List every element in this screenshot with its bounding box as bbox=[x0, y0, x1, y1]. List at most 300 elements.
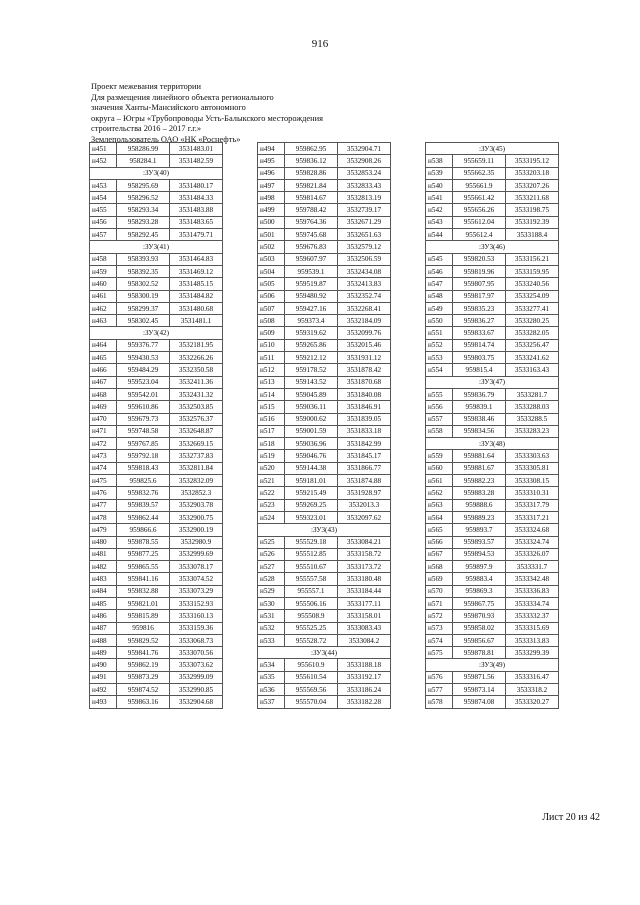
coord-y: 3531866.77 bbox=[338, 462, 391, 474]
point-id: н470 bbox=[90, 413, 117, 425]
coord-x: 955612.04 bbox=[453, 216, 506, 228]
table-row bbox=[258, 425, 391, 437]
point-id: н536 bbox=[258, 684, 285, 696]
coord-y: 3533281.7 bbox=[506, 388, 559, 400]
coord-y: 3532811.84 bbox=[170, 462, 223, 474]
point-id: н566 bbox=[426, 536, 453, 548]
point-id: н560 bbox=[426, 462, 453, 474]
coord-x: 959825.6 bbox=[117, 475, 170, 487]
point-id: н549 bbox=[426, 302, 453, 314]
coord-y: 3533342.48 bbox=[506, 573, 559, 585]
coord-y: 3533152.93 bbox=[170, 597, 223, 609]
coord-y: 3531469.12 bbox=[170, 265, 223, 277]
point-id: н534 bbox=[258, 659, 285, 671]
table-row bbox=[426, 401, 559, 413]
point-id: н466 bbox=[90, 364, 117, 376]
coord-x: 959484.29 bbox=[117, 364, 170, 376]
coord-x: 959542.01 bbox=[117, 388, 170, 400]
coord-x: 959888.6 bbox=[453, 499, 506, 511]
coord-y: 3533277.41 bbox=[506, 302, 559, 314]
point-id: н573 bbox=[426, 622, 453, 634]
coord-y: 3533173.72 bbox=[338, 561, 391, 573]
table-row bbox=[426, 265, 559, 277]
coord-y: 3532669.15 bbox=[170, 438, 223, 450]
coord-y: 3532181.95 bbox=[170, 339, 223, 351]
point-id: н529 bbox=[258, 585, 285, 597]
point-id: н506 bbox=[258, 290, 285, 302]
coord-x: 955506.16 bbox=[285, 597, 338, 609]
zone-label: :ЗУ3(42) bbox=[90, 327, 223, 339]
coord-x: 959881.64 bbox=[453, 450, 506, 462]
table-row bbox=[90, 315, 223, 327]
coord-y: 3533192.39 bbox=[506, 216, 559, 228]
coord-y: 3533288.03 bbox=[506, 401, 559, 413]
coord-x: 959319.62 bbox=[285, 327, 338, 339]
table-row bbox=[90, 684, 223, 696]
table-row bbox=[426, 290, 559, 302]
coord-y: 3531484.33 bbox=[170, 192, 223, 204]
coord-y: 3533324.68 bbox=[506, 524, 559, 536]
coord-x: 958296.52 bbox=[117, 192, 170, 204]
point-id: н525 bbox=[258, 536, 285, 548]
coord-x: 955661.42 bbox=[453, 192, 506, 204]
coord-y: 3533158.01 bbox=[338, 610, 391, 622]
table-row bbox=[90, 388, 223, 400]
coord-y: 3532579.12 bbox=[338, 241, 391, 253]
table-row bbox=[258, 339, 391, 351]
point-id: н471 bbox=[90, 425, 117, 437]
coord-x: 955557.1 bbox=[285, 585, 338, 597]
table-row bbox=[426, 352, 559, 364]
point-id: н535 bbox=[258, 671, 285, 683]
coord-x: 959878.55 bbox=[117, 536, 170, 548]
point-id: н500 bbox=[258, 216, 285, 228]
coord-x: 959894.53 bbox=[453, 548, 506, 560]
table-row bbox=[90, 573, 223, 585]
point-id: н527 bbox=[258, 561, 285, 573]
coord-y: 3533192.17 bbox=[338, 671, 391, 683]
table-row bbox=[426, 610, 559, 622]
coord-x: 955512.85 bbox=[285, 548, 338, 560]
point-id: н498 bbox=[258, 192, 285, 204]
coord-x: 958295.69 bbox=[117, 179, 170, 191]
table-row bbox=[90, 425, 223, 437]
table-row bbox=[258, 155, 391, 167]
coord-y: 3533070.56 bbox=[170, 647, 223, 659]
coord-y: 3533159.36 bbox=[170, 622, 223, 634]
coord-x: 959867.75 bbox=[453, 597, 506, 609]
point-id: н485 bbox=[90, 597, 117, 609]
table-row bbox=[258, 573, 391, 585]
table-row bbox=[258, 548, 391, 560]
coord-x: 959865.55 bbox=[117, 561, 170, 573]
coord-y: 3532576.37 bbox=[170, 413, 223, 425]
table-row bbox=[90, 671, 223, 683]
coord-x: 959539.1 bbox=[285, 265, 338, 277]
table-row bbox=[258, 684, 391, 696]
coord-y: 3531874.88 bbox=[338, 475, 391, 487]
coord-y: 3533308.15 bbox=[506, 475, 559, 487]
table-row bbox=[258, 413, 391, 425]
document-header bbox=[91, 82, 421, 146]
table-row bbox=[426, 487, 559, 499]
coord-y: 3533182.28 bbox=[338, 696, 391, 708]
table-row bbox=[90, 401, 223, 413]
point-id: н487 bbox=[90, 622, 117, 634]
coord-y: 3533241.62 bbox=[506, 352, 559, 364]
zone-label: :ЗУ3(49) bbox=[426, 659, 559, 671]
coord-x: 959836.79 bbox=[453, 388, 506, 400]
zone-header-row bbox=[258, 524, 391, 536]
table-row bbox=[90, 499, 223, 511]
coord-x: 959834.56 bbox=[453, 425, 506, 437]
coord-y: 3533084.2 bbox=[338, 634, 391, 646]
point-id: н563 bbox=[426, 499, 453, 511]
coord-y: 3531483.88 bbox=[170, 204, 223, 216]
point-id: н530 bbox=[258, 597, 285, 609]
sheet-counter: Лист 20 из 42 bbox=[542, 812, 600, 823]
table-row bbox=[258, 290, 391, 302]
table-row bbox=[258, 450, 391, 462]
table-row bbox=[90, 192, 223, 204]
point-id: н513 bbox=[258, 376, 285, 388]
point-id: н558 bbox=[426, 425, 453, 437]
table-row bbox=[426, 671, 559, 683]
coord-x: 959679.73 bbox=[117, 413, 170, 425]
point-id: н557 bbox=[426, 413, 453, 425]
coord-y: 3533318.2 bbox=[506, 684, 559, 696]
table-row bbox=[426, 155, 559, 167]
point-id: н484 bbox=[90, 585, 117, 597]
coord-x: 955557.58 bbox=[285, 573, 338, 585]
point-id: н567 bbox=[426, 548, 453, 560]
table-row bbox=[90, 179, 223, 191]
table-row bbox=[426, 462, 559, 474]
coord-x: 955661.9 bbox=[453, 179, 506, 191]
coord-x: 959832.88 bbox=[117, 585, 170, 597]
point-id: н482 bbox=[90, 561, 117, 573]
coord-y: 3533320.27 bbox=[506, 696, 559, 708]
zone-header-row bbox=[426, 143, 559, 155]
coord-y: 3532904.71 bbox=[338, 143, 391, 155]
coord-y: 3532015.46 bbox=[338, 339, 391, 351]
point-id: н544 bbox=[426, 229, 453, 241]
coord-x: 959862.95 bbox=[285, 143, 338, 155]
coord-y: 3532908.26 bbox=[338, 155, 391, 167]
point-id: н547 bbox=[426, 278, 453, 290]
point-id: н548 bbox=[426, 290, 453, 302]
point-id: н453 bbox=[90, 179, 117, 191]
coord-x: 959767.85 bbox=[117, 438, 170, 450]
point-id: н570 bbox=[426, 585, 453, 597]
coord-y: 3533331.7 bbox=[506, 561, 559, 573]
coord-x: 959480.92 bbox=[285, 290, 338, 302]
coord-y: 3532352.74 bbox=[338, 290, 391, 302]
coord-y: 3531479.71 bbox=[170, 229, 223, 241]
coord-x: 959862.19 bbox=[117, 659, 170, 671]
coord-y: 3533316.47 bbox=[506, 671, 559, 683]
coord-y: 3532813.19 bbox=[338, 192, 391, 204]
point-id: н481 bbox=[90, 548, 117, 560]
table-row bbox=[426, 425, 559, 437]
coord-x: 958292.45 bbox=[117, 229, 170, 241]
coord-y: 3532350.58 bbox=[170, 364, 223, 376]
point-id: н519 bbox=[258, 450, 285, 462]
coord-x: 959215.49 bbox=[285, 487, 338, 499]
coord-y: 3533180.48 bbox=[338, 573, 391, 585]
coord-x: 955528.72 bbox=[285, 634, 338, 646]
point-id: н465 bbox=[90, 352, 117, 364]
point-id: н456 bbox=[90, 216, 117, 228]
coord-x: 959882.23 bbox=[453, 475, 506, 487]
header-line: Землепользователь ОАО «НК «Роснефть» bbox=[91, 134, 241, 144]
table-row bbox=[426, 548, 559, 560]
table-row bbox=[258, 622, 391, 634]
point-id: н517 bbox=[258, 425, 285, 437]
point-id: н499 bbox=[258, 204, 285, 216]
point-id: н504 bbox=[258, 265, 285, 277]
coord-x: 959873.29 bbox=[117, 671, 170, 683]
point-id: н495 bbox=[258, 155, 285, 167]
coord-y: 3531870.68 bbox=[338, 376, 391, 388]
coord-y: 3533198.75 bbox=[506, 204, 559, 216]
table-row bbox=[426, 597, 559, 609]
table-row bbox=[426, 315, 559, 327]
coord-x: 959881.67 bbox=[453, 462, 506, 474]
point-id: н469 bbox=[90, 401, 117, 413]
coord-x: 959430.53 bbox=[117, 352, 170, 364]
coord-x: 959676.83 bbox=[285, 241, 338, 253]
point-id: н474 bbox=[90, 462, 117, 474]
table-row bbox=[258, 278, 391, 290]
coord-x: 959836.12 bbox=[285, 155, 338, 167]
coord-x: 959889.23 bbox=[453, 511, 506, 523]
coord-x: 959877.25 bbox=[117, 548, 170, 560]
coord-y: 3532097.62 bbox=[338, 511, 391, 523]
table-row bbox=[90, 216, 223, 228]
point-id: н502 bbox=[258, 241, 285, 253]
zone-label: :ЗУ3(44) bbox=[258, 647, 391, 659]
coord-x: 958293.28 bbox=[117, 216, 170, 228]
table-row bbox=[90, 622, 223, 634]
table-row bbox=[90, 339, 223, 351]
coord-y: 3533254.09 bbox=[506, 290, 559, 302]
table-row bbox=[90, 352, 223, 364]
point-id: н493 bbox=[90, 696, 117, 708]
coord-x: 959839.1 bbox=[453, 401, 506, 413]
coord-x: 959178.52 bbox=[285, 364, 338, 376]
table-row bbox=[258, 192, 391, 204]
header-line: строительства 2016 – 2017 г.г.» bbox=[91, 124, 202, 134]
point-id: н478 bbox=[90, 511, 117, 523]
table-row bbox=[90, 364, 223, 376]
coord-x: 955508.9 bbox=[285, 610, 338, 622]
zone-label: :ЗУ3(41) bbox=[90, 241, 223, 253]
point-id: н505 bbox=[258, 278, 285, 290]
point-id: н542 bbox=[426, 204, 453, 216]
coord-y: 3532999.09 bbox=[170, 671, 223, 683]
table-row bbox=[426, 524, 559, 536]
table-row bbox=[258, 302, 391, 314]
coord-x: 959841.16 bbox=[117, 573, 170, 585]
table-row bbox=[258, 352, 391, 364]
coord-x: 955612.4 bbox=[453, 229, 506, 241]
table-row bbox=[90, 585, 223, 597]
table-row bbox=[426, 167, 559, 179]
point-id: н518 bbox=[258, 438, 285, 450]
coord-y: 3532990.85 bbox=[170, 684, 223, 696]
point-id: н458 bbox=[90, 253, 117, 265]
coord-x: 959803.75 bbox=[453, 352, 506, 364]
coord-x: 959144.38 bbox=[285, 462, 338, 474]
table-row bbox=[258, 487, 391, 499]
coord-y: 3531480.17 bbox=[170, 179, 223, 191]
point-id: н483 bbox=[90, 573, 117, 585]
point-id: н494 bbox=[258, 143, 285, 155]
table-row bbox=[426, 327, 559, 339]
point-id: н472 bbox=[90, 438, 117, 450]
table-row bbox=[90, 290, 223, 302]
point-id: н543 bbox=[426, 216, 453, 228]
point-id: н568 bbox=[426, 561, 453, 573]
table-row bbox=[258, 204, 391, 216]
coord-y: 3531483.65 bbox=[170, 216, 223, 228]
coord-y: 3532833.43 bbox=[338, 179, 391, 191]
table-row bbox=[258, 327, 391, 339]
point-id: н578 bbox=[426, 696, 453, 708]
coord-x: 959873.14 bbox=[453, 684, 506, 696]
table-row bbox=[90, 487, 223, 499]
coord-x: 959839.57 bbox=[117, 499, 170, 511]
coord-x: 959874.52 bbox=[117, 684, 170, 696]
coord-x: 959856.67 bbox=[453, 634, 506, 646]
coord-x: 959748.58 bbox=[117, 425, 170, 437]
point-id: н526 bbox=[258, 548, 285, 560]
point-id: н520 bbox=[258, 462, 285, 474]
coord-x: 959523.04 bbox=[117, 376, 170, 388]
point-id: н463 bbox=[90, 315, 117, 327]
coord-y: 3531480.68 bbox=[170, 302, 223, 314]
point-id: н512 bbox=[258, 364, 285, 376]
table-row bbox=[426, 475, 559, 487]
table-row bbox=[258, 376, 391, 388]
coord-x: 959212.12 bbox=[285, 352, 338, 364]
coord-y: 3531839.05 bbox=[338, 413, 391, 425]
header-line: Для размещения линейного объекта регионального bbox=[91, 92, 274, 102]
point-id: н488 bbox=[90, 634, 117, 646]
coord-y: 3533084.21 bbox=[338, 536, 391, 548]
table-row bbox=[258, 585, 391, 597]
table-row bbox=[90, 278, 223, 290]
table-row bbox=[258, 216, 391, 228]
table-row bbox=[90, 229, 223, 241]
table-row bbox=[258, 438, 391, 450]
point-id: н531 bbox=[258, 610, 285, 622]
coord-y: 3533283.23 bbox=[506, 425, 559, 437]
coord-x: 955656.26 bbox=[453, 204, 506, 216]
coord-y: 3533068.73 bbox=[170, 634, 223, 646]
table-row bbox=[258, 253, 391, 265]
coord-y: 3532651.63 bbox=[338, 229, 391, 241]
coord-x: 958284.1 bbox=[117, 155, 170, 167]
table-row bbox=[90, 597, 223, 609]
table-row bbox=[258, 671, 391, 683]
coord-x: 955569.56 bbox=[285, 684, 338, 696]
table-row bbox=[90, 647, 223, 659]
coord-x: 958302.52 bbox=[117, 278, 170, 290]
coord-y: 3533211.68 bbox=[506, 192, 559, 204]
zone-label: :ЗУ3(45) bbox=[426, 143, 559, 155]
point-id: н492 bbox=[90, 684, 117, 696]
table-row bbox=[90, 548, 223, 560]
point-id: н507 bbox=[258, 302, 285, 314]
coord-x: 959814.74 bbox=[453, 339, 506, 351]
coord-x: 959828.86 bbox=[285, 167, 338, 179]
table-row bbox=[426, 204, 559, 216]
table-row bbox=[426, 536, 559, 548]
coord-x: 959376.77 bbox=[117, 339, 170, 351]
point-id: н468 bbox=[90, 388, 117, 400]
table-row bbox=[90, 659, 223, 671]
table-row bbox=[90, 536, 223, 548]
coord-y: 3531842.99 bbox=[338, 438, 391, 450]
point-id: н577 bbox=[426, 684, 453, 696]
point-id: н491 bbox=[90, 671, 117, 683]
point-id: н490 bbox=[90, 659, 117, 671]
coord-x: 959821.84 bbox=[285, 179, 338, 191]
coord-y: 3533160.13 bbox=[170, 610, 223, 622]
zone-header-row bbox=[90, 327, 223, 339]
coord-y: 3532671.29 bbox=[338, 216, 391, 228]
coord-y: 3533158.72 bbox=[338, 548, 391, 560]
coord-x: 959817.97 bbox=[453, 290, 506, 302]
point-id: н572 bbox=[426, 610, 453, 622]
coord-x: 955610.54 bbox=[285, 671, 338, 683]
table-row bbox=[426, 696, 559, 708]
coord-y: 3533324.74 bbox=[506, 536, 559, 548]
coord-x: 959807.95 bbox=[453, 278, 506, 290]
table-row bbox=[90, 204, 223, 216]
coord-x: 959815.4 bbox=[453, 364, 506, 376]
zone-header-row bbox=[426, 376, 559, 388]
header-line: округа – Югры «Трубопроводы Усть-Балыкского месторождения bbox=[91, 113, 323, 123]
coord-y: 3533326.07 bbox=[506, 548, 559, 560]
coord-y: 3532503.85 bbox=[170, 401, 223, 413]
zone-label: :ЗУ3(40) bbox=[90, 167, 223, 179]
coord-y: 3532980.9 bbox=[170, 536, 223, 548]
header-line: Проект межевания территории bbox=[91, 82, 201, 91]
coord-x: 959862.44 bbox=[117, 511, 170, 523]
table-row bbox=[90, 696, 223, 708]
coord-x: 959821.01 bbox=[117, 597, 170, 609]
coord-x: 959866.6 bbox=[117, 524, 170, 536]
zone-header-row bbox=[90, 167, 223, 179]
coord-x: 959265.86 bbox=[285, 339, 338, 351]
table-row bbox=[90, 413, 223, 425]
table-row bbox=[258, 610, 391, 622]
coord-y: 3531928.97 bbox=[338, 487, 391, 499]
table-row bbox=[426, 253, 559, 265]
point-id: н559 bbox=[426, 450, 453, 462]
table-row bbox=[90, 253, 223, 265]
point-id: н575 bbox=[426, 647, 453, 659]
point-id: н546 bbox=[426, 265, 453, 277]
coord-x: 959001.59 bbox=[285, 425, 338, 437]
coord-y: 3533074.52 bbox=[170, 573, 223, 585]
coord-x: 959819.96 bbox=[453, 265, 506, 277]
point-id: н461 bbox=[90, 290, 117, 302]
point-id: н555 bbox=[426, 388, 453, 400]
